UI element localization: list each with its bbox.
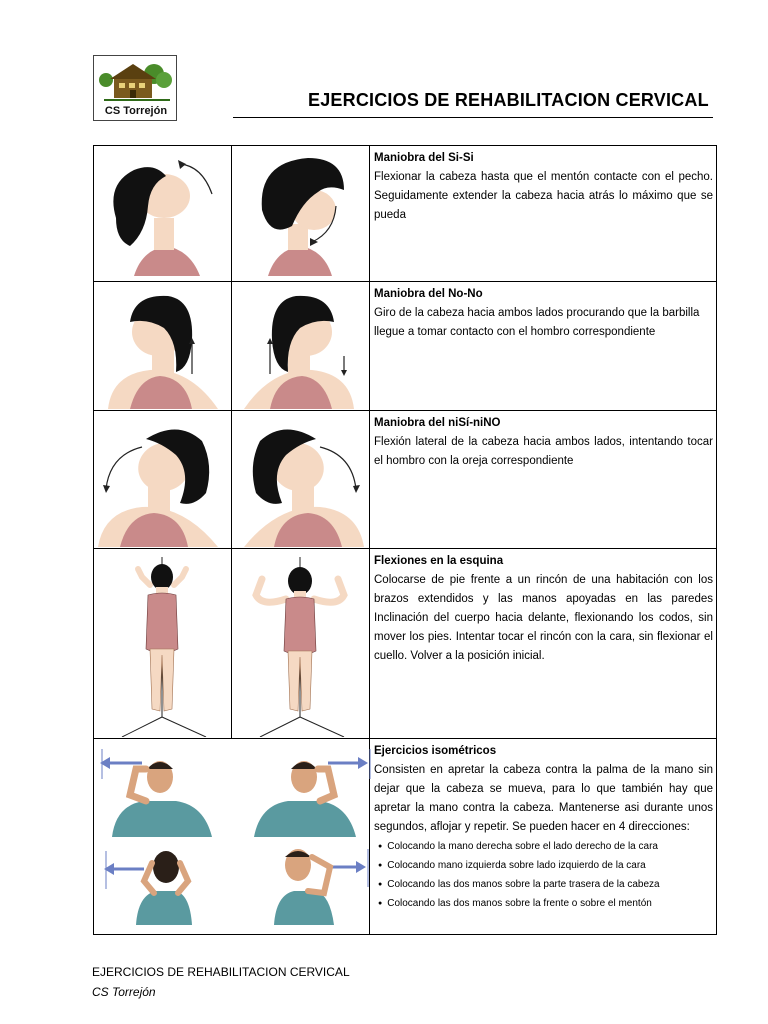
image-cell [232,282,370,411]
exercise-description-cell [370,411,717,549]
head-turn-right-illustration [232,282,369,409]
head-tilt-left-illustration [94,411,231,547]
isometric-exercises-illustration [94,739,376,929]
head-extension-illustration [94,146,231,280]
direction-list [374,837,713,913]
exercise-description-cell [370,549,717,739]
exercise-title: Maniobra del Si-Si [374,152,474,164]
head-tilt-right-illustration [232,411,369,547]
exercise-description-cell [370,282,717,411]
exercise-description: Consisten en apretar la cabeza contra la palma de la mano sin dejar que la cabeza se mueva, para lo que también hay que apretar la mano contra la cabeza. Mantenerse asi durante unos segundos, aflojar y repetir. Se pueden hacer en 4 direcciones: [374,764,713,833]
exercise-description: Colocarse de pie frente a un rincón de una habitación con los brazos extendidos y las manos apoyadas en las paredes Inclinación del cuerpo hacia delante, flexionando los codos, sin mover los pies. Intentar tocar el rincón con la cara, sin flexionar el cuello. Volver a la posición inicial. [374,574,713,662]
table-row [94,282,717,411]
table-row [94,146,717,282]
house-logo-icon [94,56,178,106]
list-item: ● Colocando las dos manos sobre la frente o sobre el mentón [378,894,713,913]
exercise-description: Flexión lateral de la cabeza hacia ambos lados, intentando tocar el hombro con la oreja correspondiente [374,436,713,467]
logo-text: CS Torrejón [104,105,168,117]
table-row [94,739,717,935]
image-cell [94,146,232,282]
footer-subtitle: CS Torrejón [92,985,156,999]
footer-title: EJERCICIOS DE REHABILITACION CERVICAL [92,965,350,979]
exercise-title: Maniobra del niSí-niNO [374,417,501,429]
list-item: ● Colocando mano izquierda sobre lado izquierdo de la cara [378,856,713,875]
exercise-description-cell [370,146,717,282]
table-row [94,411,717,549]
list-item: ● Colocando las dos manos sobre la parte trasera de la cabeza [378,875,713,894]
exercise-description-cell [370,739,717,935]
corner-stretch-back-illustration [232,549,369,737]
corner-stretch-front-illustration [94,549,231,737]
title-divider [233,117,713,118]
head-flexion-illustration [232,146,369,280]
table-row [94,549,717,739]
exercise-table [93,145,717,935]
image-cell [94,549,232,739]
isometric-image-cell [94,739,370,935]
image-cell [232,411,370,549]
exercise-title: Maniobra del No-No [374,288,483,300]
page-title: EJERCICIOS DE REHABILITACION CERVICAL [308,90,709,110]
logo [93,55,177,121]
list-item: ● Colocando la mano derecha sobre el lado derecho de la cara [378,837,713,856]
exercise-description: Giro de la cabeza hacia ambos lados procurando que la barbilla llegue a tomar contacto con el hombro correspondiente [374,307,700,338]
exercise-title: Flexiones en la esquina [374,555,504,567]
exercise-title: Ejercicios isométricos [374,745,497,757]
image-cell [94,411,232,549]
image-cell [94,282,232,411]
image-cell [232,549,370,739]
image-cell [232,146,370,282]
head-turn-left-illustration [94,282,231,409]
exercise-description: Flexionar la cabeza hasta que el mentón contacte con el pecho. Seguidamente extender la cabeza hacia atrás lo máximo que se pueda [374,171,713,221]
